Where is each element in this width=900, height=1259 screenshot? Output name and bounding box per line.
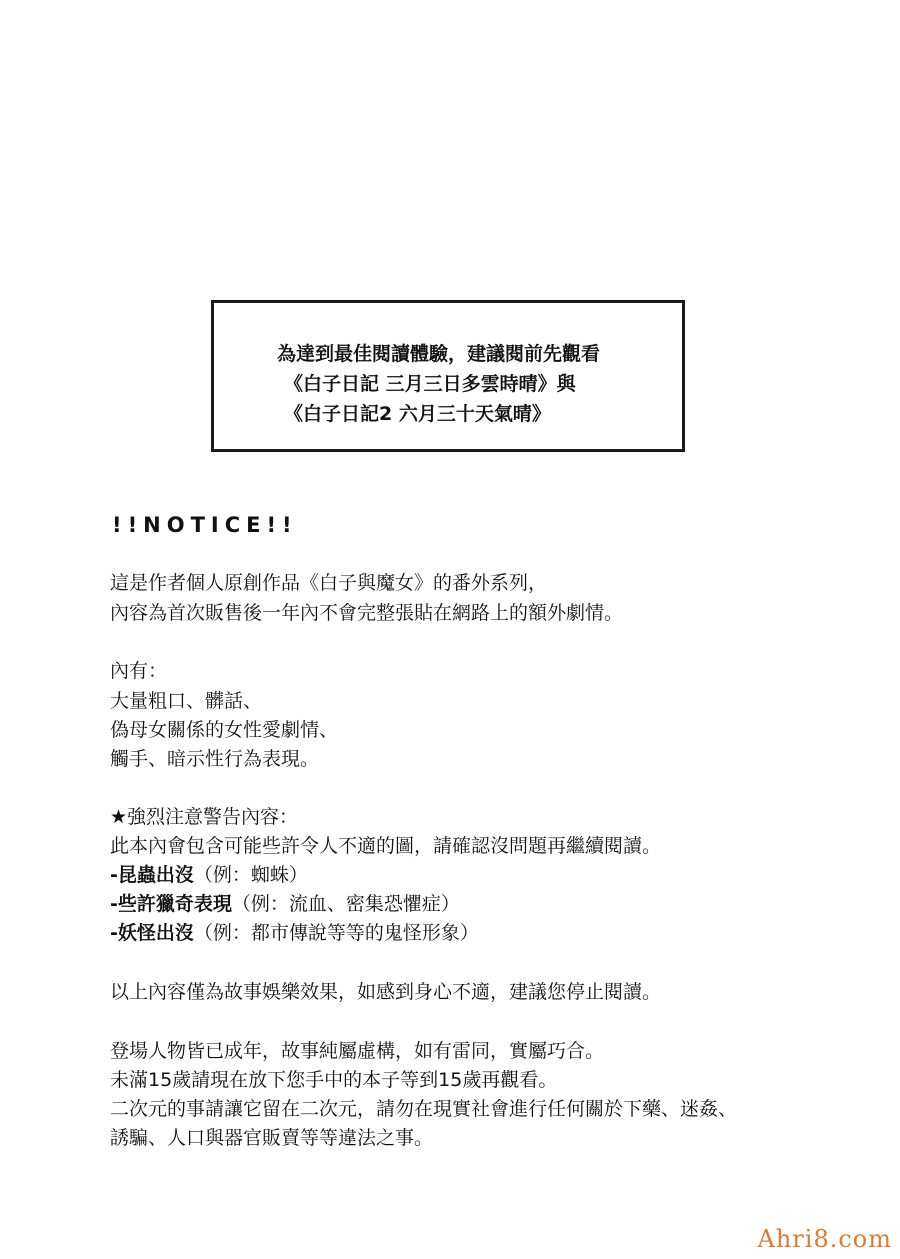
- contents-item-3: 觸手、暗示性行為表現。: [110, 748, 320, 770]
- legal-line-4: 誘騙、人口與器官販賣等等違法之事。: [110, 1127, 434, 1149]
- recommendation-line-2: 《白子日記 三月三日多雲時晴》與: [284, 373, 576, 395]
- warning-item-label: -昆蟲出沒: [110, 864, 194, 886]
- warning-item-example: （例：蜘蛛）: [193, 864, 308, 886]
- warning-item-label: -些許獵奇表現: [110, 893, 232, 915]
- warning-item: [110, 890, 460, 918]
- warning-heading: ★強烈注意警告內容：: [110, 806, 299, 828]
- warning-item: [110, 919, 479, 947]
- warning-description: 此本內會包含可能些許令人不適的圖，請確認沒問題再繼續閱讀。: [110, 835, 662, 857]
- legal-line-2: 未滿15歲請現在放下您手中的本子等到15歲再觀看。: [110, 1069, 558, 1091]
- warning-item-example: （例：都市傳說等等的鬼怪形象）: [193, 922, 479, 944]
- intro-line-2: 內容為首次販售後一年內不會完整張貼在網路上的額外劇情。: [110, 602, 624, 624]
- recommendation-line-3: 《白子日記2 六月三十天氣晴》: [284, 403, 551, 425]
- recommendation-line-1: 為達到最佳閱讀體驗，建議閱前先觀看: [277, 343, 601, 365]
- legal-line-3: 二次元的事請讓它留在二次元，請勿在現實社會進行任何關於下藥、迷姦、: [110, 1098, 738, 1120]
- contents-item-1: 大量粗口、髒話、: [110, 690, 263, 712]
- reading-recommendation-box: [211, 300, 685, 452]
- site-watermark: Ahri8.com: [757, 1225, 892, 1253]
- warning-item: [110, 861, 308, 889]
- intro-line-1: 這是作者個人原創作品《白子與魔女》的番外系列，: [110, 572, 548, 594]
- legal-line-1: 登場人物皆已成年，故事純屬虛構，如有雷同，實屬巧合。: [110, 1040, 605, 1062]
- contents-item-2: 偽母女關係的女性愛劇情、: [110, 719, 339, 741]
- disclaimer-line: 以上內容僅為故事娛樂效果，如感到身心不適，建議您停止閱讀。: [110, 981, 662, 1003]
- notice-heading: !!NOTICE!!: [112, 513, 298, 537]
- warning-item-example: （例：流血、密集恐懼症）: [231, 893, 460, 915]
- warning-item-label: -妖怪出沒: [110, 922, 194, 944]
- contents-heading: 內有：: [110, 660, 168, 682]
